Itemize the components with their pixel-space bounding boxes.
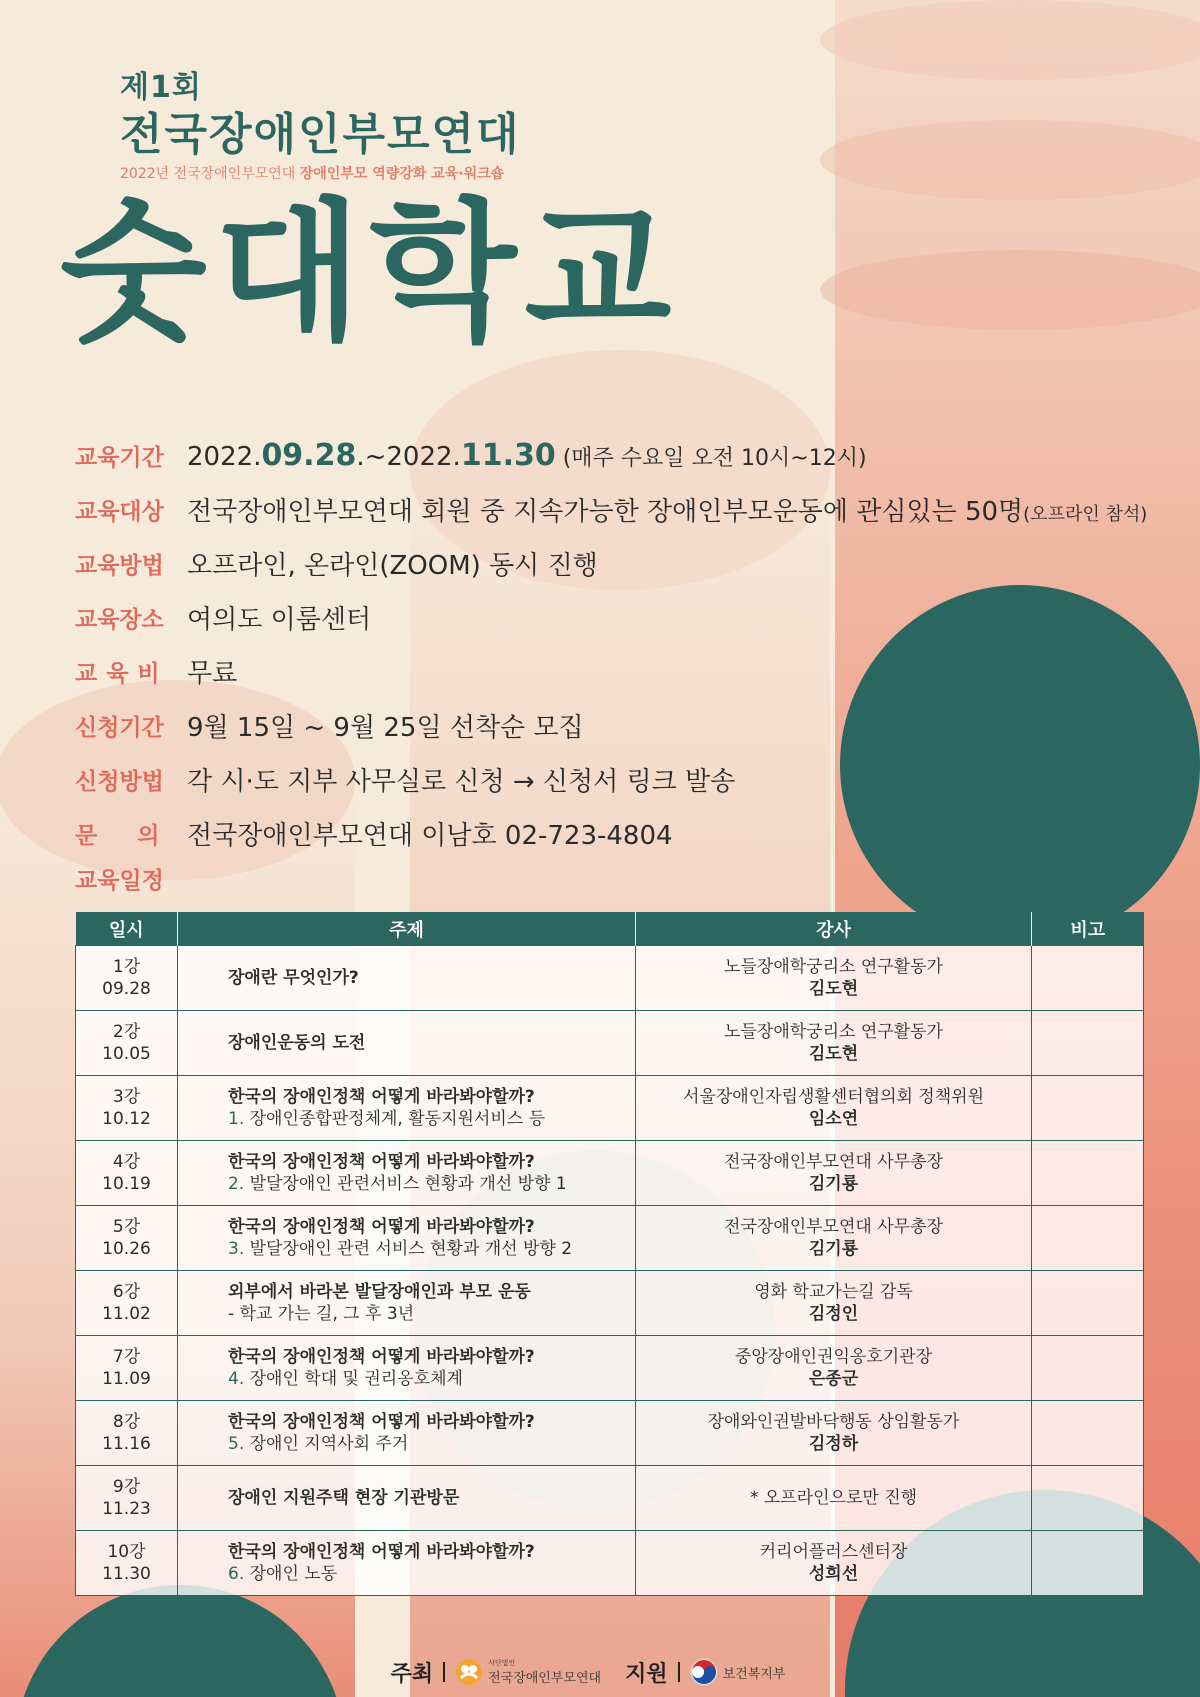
topic-sub: 발달장애인 관련서비스 현황과 개선 방향 1 — [244, 1174, 567, 1194]
cell-topic — [178, 1336, 636, 1401]
main-title: 숫대학교 — [60, 184, 680, 361]
info-label: 문의 — [75, 822, 200, 849]
info-label: 교육장소 — [75, 606, 164, 633]
cell-note — [1032, 946, 1144, 1011]
table-row — [76, 946, 1144, 1011]
lecturer-name: 김도현 — [808, 1044, 859, 1064]
lecturer-affiliation: * 오프라인으로만 진행 — [749, 1488, 918, 1508]
info-value: 오프라인, 온라인(ZOOM) 동시 진행 — [187, 550, 598, 581]
info-value: 전국장애인부모연대 이남호 02-723-4804 — [187, 820, 673, 851]
cell-note — [1032, 1141, 1144, 1206]
topic-sub: 발달장애인 관련 서비스 현황과 개선 방향 2 — [244, 1239, 573, 1259]
info-row-apply-period — [75, 698, 1155, 752]
header — [120, 70, 521, 184]
topic-sub: 장애인 노동 — [244, 1564, 338, 1584]
info-value — [187, 438, 867, 473]
period-part: 2022. — [187, 441, 262, 472]
info-label: 신청기간 — [75, 714, 164, 741]
session-number: 2강 — [112, 1022, 141, 1042]
cell-note — [1032, 1466, 1144, 1531]
topic-title: 한국의 장애인정책 어떻게 바라봐야할까? — [228, 1087, 535, 1107]
info-row-apply-method — [75, 752, 1155, 806]
topic-title: 한국의 장애인정책 어떻게 바라봐야할까? — [228, 1347, 535, 1367]
host-name — [488, 1659, 601, 1686]
table-row — [76, 1466, 1144, 1531]
cell-note — [1032, 1336, 1144, 1401]
session-number: 10강 — [107, 1542, 146, 1562]
lecturer-name: 김기룡 — [808, 1174, 859, 1194]
info-value: 무료 — [187, 658, 238, 689]
cell-topic — [178, 1271, 636, 1336]
topic-subtitle — [228, 1238, 635, 1260]
divider — [678, 1662, 680, 1682]
support-logo — [690, 1658, 786, 1686]
info-value — [187, 491, 1147, 528]
subtitle-prefix: 2022년 전국장애인부모연대 — [120, 166, 300, 182]
topic-number: 1. — [228, 1109, 245, 1129]
cell-topic — [178, 1206, 636, 1271]
lecturer-affiliation: 중앙장애인권익옹호기관장 — [734, 1347, 933, 1367]
cell-date — [76, 1206, 178, 1271]
cell-topic — [178, 1141, 636, 1206]
session-date: 11.02 — [102, 1304, 151, 1324]
table-row — [76, 1336, 1144, 1401]
cell-date — [76, 1336, 178, 1401]
info-row-contact — [75, 806, 1155, 860]
cell-lecturer — [636, 1011, 1032, 1076]
topic-subtitle — [228, 1368, 635, 1390]
lecturer-affiliation: 전국장애인부모연대 사무총장 — [724, 1152, 943, 1172]
topic-title: 한국의 장애인정책 어떻게 바라봐야할까? — [228, 1542, 535, 1562]
period-part: .~2022. — [356, 441, 461, 472]
cell-lecturer — [636, 1336, 1032, 1401]
session-number: 8강 — [112, 1412, 141, 1432]
info-value: 여의도 이룸센터 — [187, 604, 372, 635]
period-note: (매주 수요일 오전 10시~12시) — [555, 445, 867, 471]
cell-lecturer — [636, 1206, 1032, 1271]
lecturer-name: 김도현 — [808, 979, 859, 999]
table-row — [76, 1206, 1144, 1271]
cell-topic — [178, 1531, 636, 1596]
topic-subtitle — [228, 1173, 635, 1195]
info-label: 교육비 — [75, 660, 169, 687]
divider — [443, 1662, 445, 1682]
support-name: 보건복지부 — [722, 1666, 786, 1682]
schedule-body — [76, 946, 1144, 1596]
lecturer-affiliation: 전국장애인부모연대 사무총장 — [724, 1217, 943, 1237]
topic-title: 한국의 장애인정책 어떻게 바라봐야할까? — [228, 1152, 535, 1172]
cell-date — [76, 1271, 178, 1336]
header-date: 일시 — [76, 912, 178, 946]
session-date: 10.12 — [102, 1109, 151, 1129]
topic-number: 2. — [228, 1174, 245, 1194]
cell-topic — [178, 946, 636, 1011]
topic-title: 장애인운동의 도전 — [228, 1033, 366, 1053]
topic-number: 3. — [228, 1239, 245, 1259]
topic-subtitle — [228, 1563, 635, 1585]
topic-sub: - 학교 가는 길, 그 후 3년 — [228, 1304, 415, 1324]
session-date: 11.30 — [102, 1564, 151, 1584]
info-row-method — [75, 536, 1155, 590]
cell-note — [1032, 1076, 1144, 1141]
topic-number: 6. — [228, 1564, 245, 1584]
info-list — [75, 428, 1155, 860]
subtitle — [120, 164, 521, 184]
lecturer-affiliation: 커리어플러스센터장 — [759, 1542, 908, 1562]
lecturer-name: 은종군 — [808, 1369, 859, 1389]
target-text: 전국장애인부모연대 회원 중 지속가능한 장애인부모운동에 관심있는 50명 — [187, 496, 1024, 527]
info-value: 각 시·도 지부 사무실로 신청 → 신청서 링크 발송 — [187, 766, 736, 797]
session-date: 11.16 — [102, 1434, 151, 1454]
cell-date — [76, 1466, 178, 1531]
session-date: 10.26 — [102, 1239, 151, 1259]
cell-note — [1032, 1531, 1144, 1596]
lecturer-affiliation: 서울장애인자립생활센터협의회 정책위원 — [683, 1087, 984, 1107]
table-row — [76, 1401, 1144, 1466]
cell-date — [76, 1011, 178, 1076]
schedule-label: 교육일정 — [75, 868, 164, 894]
session-number: 3강 — [112, 1087, 141, 1107]
cell-note — [1032, 1206, 1144, 1271]
cell-lecturer — [636, 1466, 1032, 1531]
cell-lecturer — [636, 1076, 1032, 1141]
info-label: 교육대상 — [75, 498, 164, 525]
header-lecturer: 강사 — [636, 912, 1032, 946]
subtitle-bold: 장애인부모 역량강화 교육·워크숍 — [299, 166, 505, 182]
topic-sub: 장애인 학대 및 권리옹호체계 — [244, 1369, 463, 1389]
cell-date — [76, 946, 178, 1011]
session-number: 1강 — [112, 957, 141, 977]
host-label: 주최 — [390, 1661, 434, 1687]
cell-lecturer — [636, 1401, 1032, 1466]
cell-date — [76, 1531, 178, 1596]
topic-title: 장애인 지원주택 현장 기관방문 — [228, 1488, 460, 1508]
cell-date — [76, 1076, 178, 1141]
lecturer-affiliation: 장애와인권발바닥행동 상임활동가 — [707, 1412, 960, 1432]
lecturer-name: 김기룡 — [808, 1239, 859, 1259]
session-number: 4강 — [112, 1152, 141, 1172]
table-row — [76, 1076, 1144, 1141]
target-note: (오프라인 참석) — [1023, 503, 1148, 525]
cell-date — [76, 1141, 178, 1206]
session-date: 11.09 — [102, 1369, 151, 1389]
info-row-fee — [75, 644, 1155, 698]
period-end: 11.30 — [460, 437, 556, 473]
cell-lecturer — [636, 1531, 1032, 1596]
schedule-table — [75, 912, 1144, 1596]
lecturer-affiliation: 노들장애학궁리소 연구활동가 — [724, 957, 943, 977]
table-row — [76, 1011, 1144, 1076]
table-row — [76, 1271, 1144, 1336]
session-date: 10.05 — [102, 1044, 151, 1064]
cell-topic — [178, 1401, 636, 1466]
table-row — [76, 1141, 1144, 1206]
topic-subtitle — [228, 1303, 635, 1325]
cell-lecturer — [636, 1271, 1032, 1336]
info-row-period — [75, 428, 1155, 482]
info-label: 신청방법 — [75, 768, 164, 795]
topic-title: 장애란 무엇인가? — [228, 968, 359, 988]
support-label: 지원 — [625, 1661, 668, 1687]
topic-sub: 장애인종합판정체계, 활동지원서비스 등 — [244, 1109, 546, 1129]
cell-lecturer — [636, 1141, 1032, 1206]
lecturer-affiliation: 영화 학교가는길 감독 — [754, 1282, 913, 1302]
topic-title: 한국의 장애인정책 어떻게 바라봐야할까? — [228, 1412, 535, 1432]
table-header-row — [76, 912, 1144, 946]
cell-note — [1032, 1011, 1144, 1076]
session-number: 5강 — [112, 1217, 141, 1237]
ministry-logo-icon — [690, 1658, 718, 1686]
session-date: 09.28 — [102, 979, 151, 999]
topic-sub: 장애인 지역사회 주거 — [244, 1434, 409, 1454]
host-logo — [455, 1658, 601, 1686]
topic-number: 5. — [228, 1434, 245, 1454]
topic-subtitle — [228, 1108, 635, 1130]
info-row-target — [75, 482, 1155, 536]
host-name-text: 전국장애인부모연대 — [488, 1670, 602, 1686]
footer — [0, 1652, 1200, 1692]
session-number: 9강 — [112, 1477, 141, 1497]
session-date: 11.23 — [102, 1499, 151, 1519]
topic-number: 4. — [228, 1369, 245, 1389]
lecturer-name: 김정인 — [808, 1304, 859, 1324]
lecturer-name: 김정하 — [808, 1434, 859, 1454]
topic-title: 한국의 장애인정책 어떻게 바라봐야할까? — [228, 1217, 535, 1237]
table-row — [76, 1531, 1144, 1596]
cell-topic — [178, 1466, 636, 1531]
cell-topic — [178, 1011, 636, 1076]
organization-title: 전국장애인부모연대 — [120, 109, 521, 160]
host-small: 사단법인 — [488, 1658, 516, 1667]
session-date: 10.19 — [102, 1174, 151, 1194]
period-start: 09.28 — [261, 437, 357, 473]
cell-topic — [178, 1076, 636, 1141]
cell-lecturer — [636, 946, 1032, 1011]
info-label: 교육방법 — [75, 552, 164, 579]
cell-date — [76, 1401, 178, 1466]
lecturer-name: 성희선 — [808, 1564, 859, 1584]
header-topic: 주제 — [178, 912, 636, 946]
header-note: 비고 — [1032, 912, 1144, 946]
info-row-place — [75, 590, 1155, 644]
info-value: 9월 15일 ~ 9월 25일 선착순 모집 — [187, 712, 584, 743]
cell-note — [1032, 1401, 1144, 1466]
topic-title: 외부에서 바라본 발달장애인과 부모 운동 — [228, 1282, 531, 1302]
edition-label: 제1회 — [120, 70, 202, 105]
topic-subtitle — [228, 1433, 635, 1455]
session-number: 7강 — [112, 1347, 141, 1367]
session-number: 6강 — [112, 1282, 141, 1302]
info-label: 교육기간 — [75, 444, 164, 471]
lecturer-affiliation: 노들장애학궁리소 연구활동가 — [724, 1022, 943, 1042]
host-logo-icon — [455, 1658, 483, 1686]
lecturer-name: 임소연 — [808, 1109, 859, 1129]
cell-note — [1032, 1271, 1144, 1336]
